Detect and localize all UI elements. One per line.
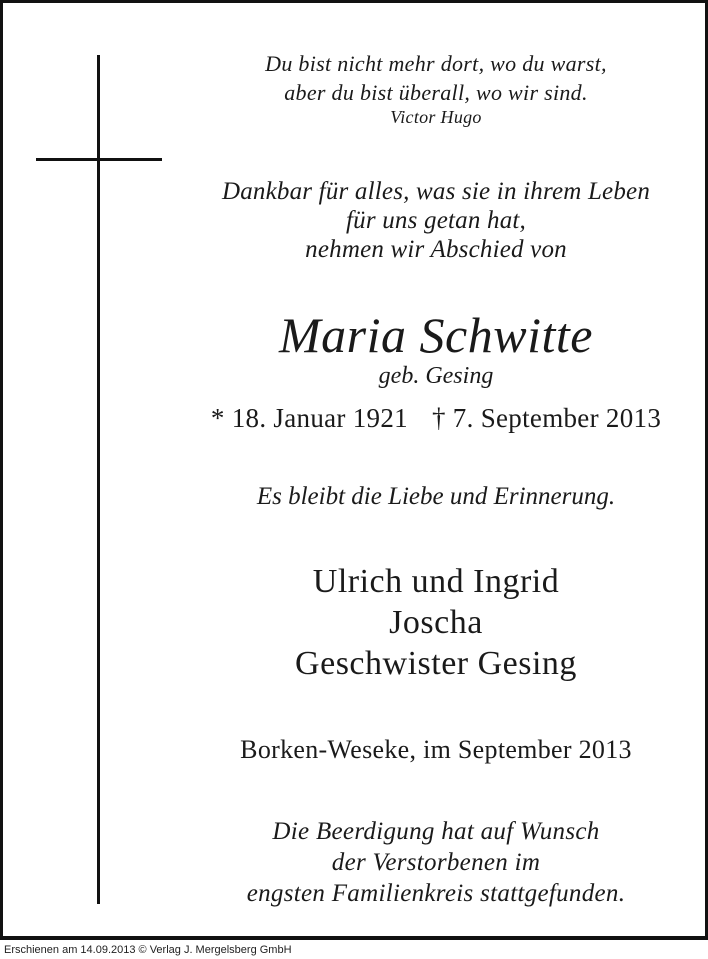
memory-block: [168, 481, 704, 513]
cross-horizontal-bar: [36, 158, 162, 161]
mourners-block: [168, 561, 704, 684]
quote-author: Victor Hugo: [390, 107, 482, 127]
deceased-name: Maria Schwitte: [279, 307, 593, 363]
publication-footer: Erschienen am 14.09.2013 © Verlag J. Mergelsberg GmbH: [4, 944, 292, 956]
place-date-block: [168, 733, 704, 767]
maiden-name: geb. Gesing: [378, 363, 494, 389]
funeral-note-block: [168, 816, 704, 909]
cross-vertical-bar: [97, 55, 100, 904]
funeral-line: der Verstorbenen im: [331, 849, 541, 876]
mourner-line: Geschwister Gesing: [295, 645, 577, 682]
mourner-line: Joscha: [389, 604, 483, 641]
birth-date: * 18. Januar 1921: [210, 403, 408, 433]
gratitude-block: [168, 177, 704, 264]
quote-block: [168, 49, 704, 129]
deceased-block: [168, 305, 704, 389]
gratitude-line: Dankbar für alles, was sie in ihrem Leben: [221, 178, 651, 205]
life-dates: [168, 401, 704, 435]
funeral-line: Die Beerdigung hat auf Wunsch: [272, 818, 600, 845]
gratitude-line: für uns getan hat,: [346, 207, 526, 234]
quote-line: aber du bist überall, wo wir sind.: [284, 80, 588, 105]
death-date: † 7. September 2013: [431, 403, 662, 433]
funeral-line: engsten Familienkreis stattgefunden.: [246, 880, 626, 907]
mourner-line: Ulrich und Ingrid: [312, 563, 560, 600]
place-date: Borken-Weseke, im September 2013: [240, 735, 632, 764]
gratitude-line: nehmen wir Abschied von: [305, 236, 567, 263]
memory-line: Es bleibt die Liebe und Erinnerung.: [256, 483, 616, 510]
quote-line: Du bist nicht mehr dort, wo du warst,: [265, 51, 607, 76]
